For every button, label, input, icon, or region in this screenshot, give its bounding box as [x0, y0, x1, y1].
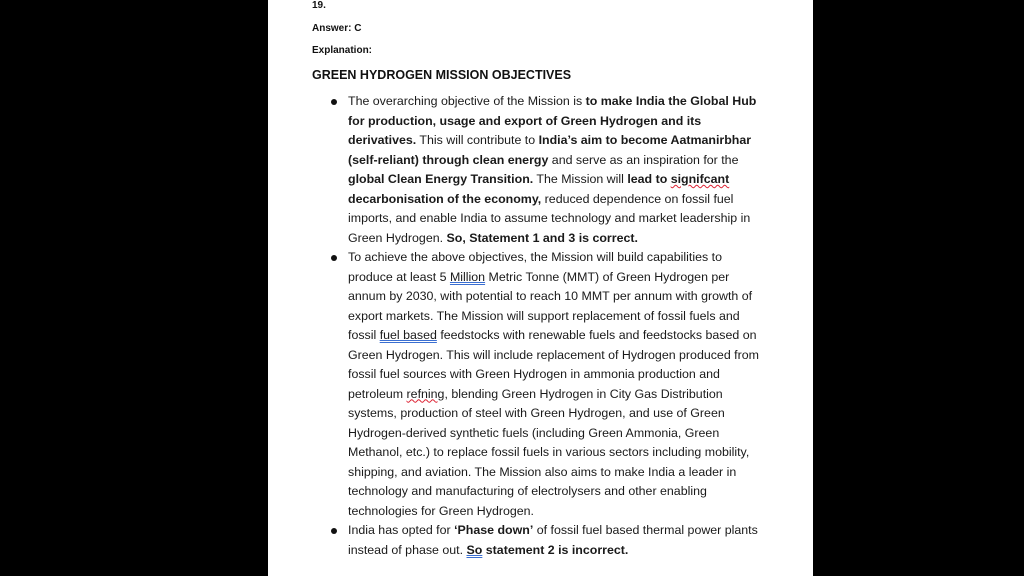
text-run: to make India the Global Hub for production, usage and export of Green Hydrogen and its derivatives. — [348, 94, 757, 147]
text-run: India’s aim to become Aatmanirbhar (self-reliant) through clean energy — [348, 133, 752, 167]
text-run: feedstocks with renewable fuels and feedstocks based on Green Hydrogen. This will include replacement of Hydrogen produced from fossil fuel sources with Green Hydrogen in ammonia production and petroleum — [348, 328, 759, 401]
bullet-dot-icon — [331, 99, 337, 105]
explanation-label: Explanation: — [312, 45, 373, 56]
text-run: So — [466, 542, 483, 557]
text-run: signifcant — [670, 172, 730, 186]
question-number: 19. — [312, 0, 326, 11]
text-run: The Mission will — [533, 172, 628, 186]
bullet-dot-icon — [331, 528, 337, 534]
bullet-dot-icon — [331, 255, 337, 261]
text-run: Metric Tonne (MMT) of Green Hydrogen per annum by 2030, with potential to reach 10 MMT per annum with growth of export markets. The Mission will support replacement of fossil fuels and fossil — [348, 269, 753, 342]
text-run: of fossil fuel based thermal power plants instead of phase out. — [348, 523, 758, 557]
text-run: , blending Green Hydrogen in City Gas Distribution systems, production of steel with Green Hydrogen, and use of Green Hydrogen-derived synthetic fuels (including Green Ammonia, Green Methanol, etc.) to replace fossil fuels in various sectors including mobility, shipping, and aviation. The Mission also aims to make India a leader in technology and manufacturing of electrolysers and other enabling technologies for Green Hydrogen. — [348, 386, 750, 518]
text-run: and serve as an inspiration for the — [548, 152, 739, 167]
text-run: ‘Phase down’ — [454, 523, 534, 537]
answer-line: Answer: C — [312, 23, 362, 34]
text-run: fuel based — [379, 328, 437, 342]
bullet-item-3 — [268, 521, 764, 560]
bullet-item-2 — [268, 248, 764, 521]
text-run: India has opted for — [348, 523, 455, 537]
text-run: The overarching objective of the Mission is — [348, 94, 586, 108]
text-run: lead to — [627, 172, 671, 186]
text-run: statement 2 is incorrect. — [482, 542, 629, 557]
text-run: To achieve the above objectives, the Mission will build capabilities to produce at least 5 — [348, 250, 722, 284]
text-run: refning — [406, 386, 445, 401]
section-heading: GREEN HYDROGEN MISSION OBJECTIVES — [312, 68, 572, 82]
text-run: decarbonisation of the economy, — [348, 191, 542, 206]
text-run: global Clean Energy Transition. — [348, 172, 534, 186]
bullet-list — [268, 92, 813, 560]
text-run: reduced dependence on fossil fuel imports, and enable India to assume technology and market leadership in Green Hydrogen. — [348, 191, 751, 245]
document-page — [268, 0, 813, 576]
text-run: So, Statement 1 and 3 is correct. — [446, 230, 638, 245]
text-run: Million — [449, 269, 486, 284]
bullet-item-1 — [268, 92, 764, 248]
text-run: This will contribute to — [416, 133, 539, 147]
